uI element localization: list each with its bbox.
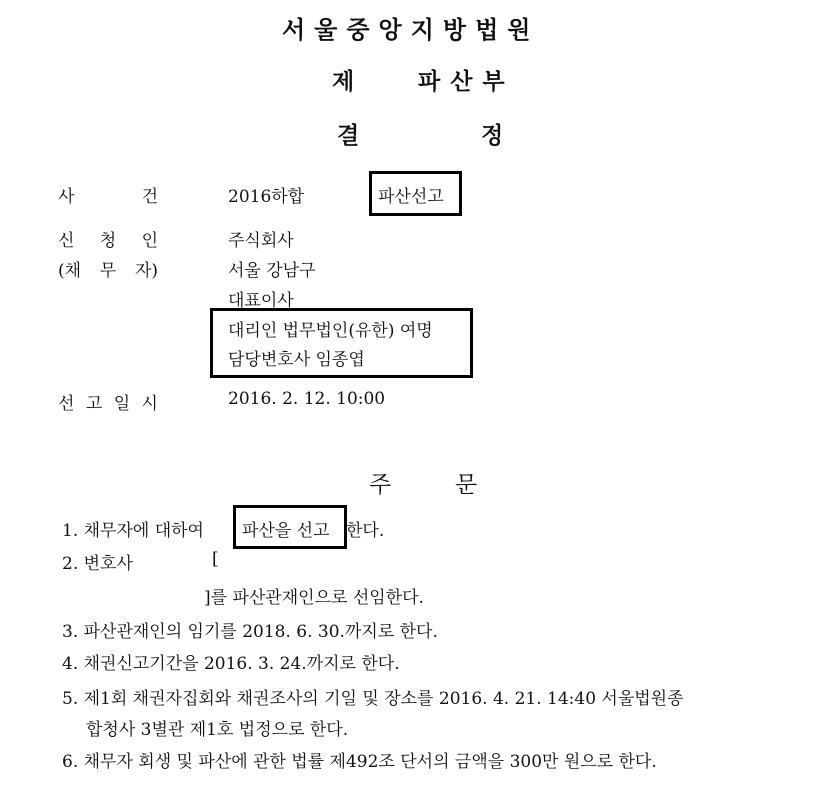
division-name: 파산부	[418, 68, 515, 95]
applicant-label-char: 청	[99, 231, 117, 251]
order-item-1-text: 1. 채무자에 대하여	[62, 521, 204, 541]
case-type: 파산선고	[378, 187, 444, 207]
case-label-char: 건	[141, 187, 158, 207]
applicant-label-char: 신	[58, 231, 75, 251]
agent-line: 대리인 법무법인(유한) 여명	[228, 321, 433, 341]
debtor-label-char: 무	[99, 261, 117, 281]
order-item-3: 3. 파산관재인의 임기를 2018. 6. 30.까지로 한다.	[62, 622, 438, 642]
order-item-6: 6. 채무자 회생 및 파산에 관한 법률 제492조 단서의 금액을 300만 원으로 한다.	[62, 752, 657, 772]
order-item-1	[62, 516, 204, 541]
court-name: 서울중앙지방법원	[282, 15, 540, 44]
date-label-char: 고	[85, 394, 103, 414]
division-prefix: 제	[332, 68, 355, 95]
case-type-highlight-box	[369, 171, 462, 216]
order-item-5: 5. 제1회 채권자집회와 채권조사의 기일 및 장소를 2016. 4. 21. 14:40 서울법원종	[62, 689, 684, 709]
order-item-4: 4. 채권신고기간을 2016. 3. 24.까지로 한다.	[62, 654, 400, 674]
case-label	[58, 182, 158, 207]
order-item-2-bracket: [	[212, 549, 219, 569]
case-label-char: 사	[58, 187, 75, 207]
order-item-2-line2: ]를 파산관재인으로 선임한다.	[204, 588, 424, 608]
applicant-line: 주식회사	[228, 231, 294, 251]
order-item-1-boxed-text: 파산을 선고	[242, 521, 330, 541]
applicant-label	[58, 226, 158, 251]
applicant-line: 대표이사	[228, 291, 294, 311]
debtor-label	[58, 256, 158, 281]
order-heading-right: 문	[455, 472, 478, 498]
applicant-line: 서울 강남구	[228, 261, 316, 281]
date-label	[58, 389, 158, 414]
order-item-2: 2. 변호사	[62, 554, 133, 574]
declaration-datetime: 2016. 2. 12. 10:00	[228, 389, 386, 409]
debtor-label-char: 자)	[134, 261, 158, 281]
agent-highlight-box	[210, 308, 473, 378]
date-label-char: 시	[141, 394, 158, 414]
date-label-char: 일	[113, 394, 131, 414]
order-item-5-continued: 합청사 3별관 제1호 법정으로 한다.	[86, 720, 349, 740]
order-heading-left: 주	[369, 472, 392, 498]
order-item-1-end: 한다.	[346, 521, 385, 541]
debtor-label-char: (채	[58, 261, 82, 281]
date-label-char: 선	[58, 394, 75, 414]
doc-title-right: 정	[481, 122, 504, 149]
agent-attorney-line: 담당변호사 임종엽	[228, 350, 365, 370]
doc-title-left: 결	[337, 122, 360, 149]
case-number: 2016하합	[228, 187, 305, 207]
bankruptcy-declaration-highlight-box	[233, 505, 347, 549]
applicant-label-char: 인	[141, 231, 158, 251]
